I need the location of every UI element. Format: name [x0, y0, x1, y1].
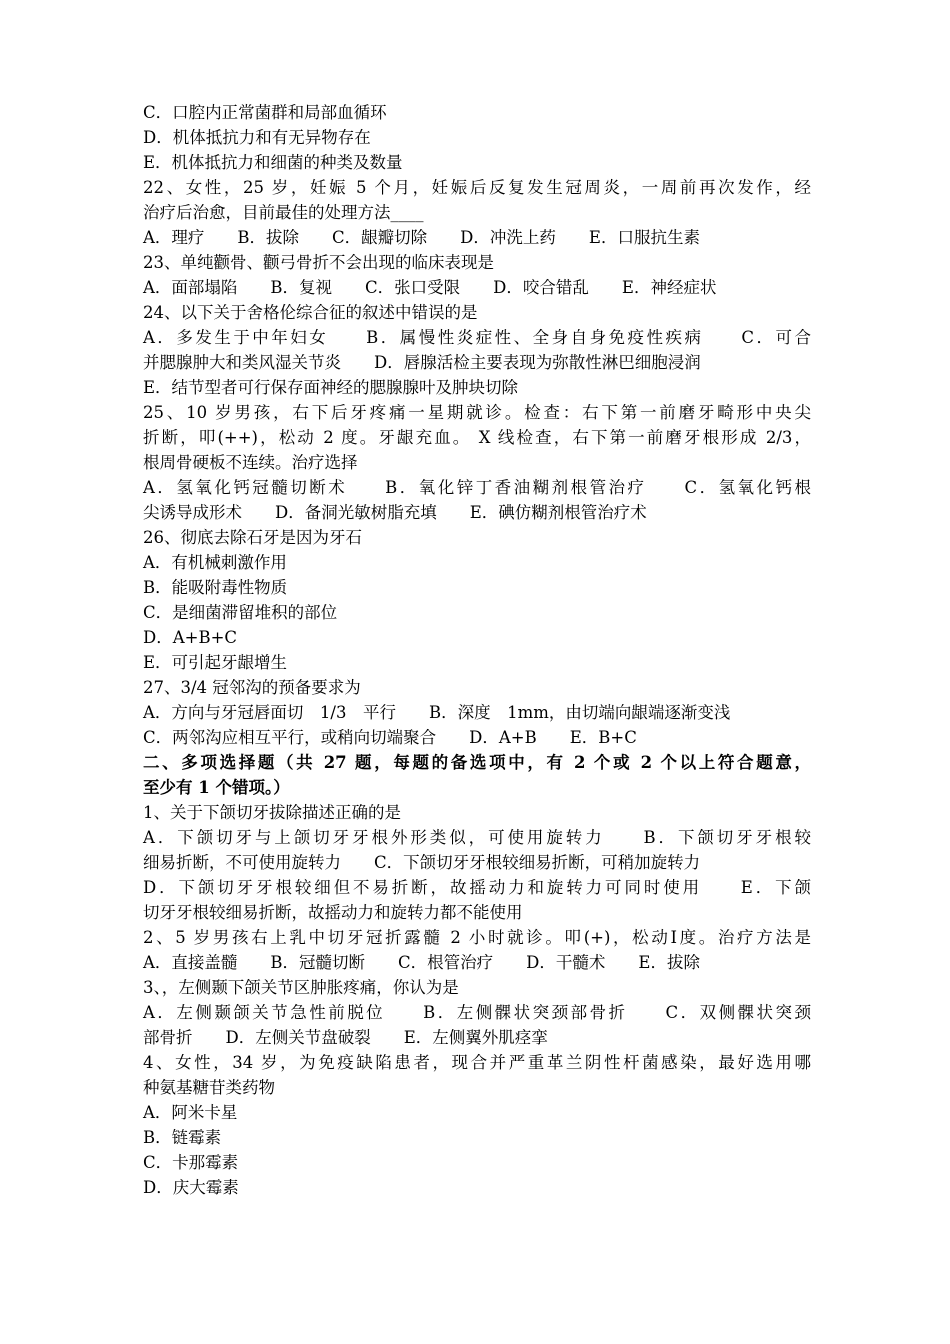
text-line: C．口腔内正常菌群和局部血循环: [143, 103, 387, 122]
text-line: 1、关于下颌切牙拔除描述正确的是: [143, 803, 401, 822]
text-line: 部骨折 D．左侧关节盘破裂 E．左侧翼外肌痉挛: [143, 1028, 548, 1047]
text-line: 4、女性，34 岁，为免疫缺陷患者，现合并严重革兰阴性杆菌感染，最好选用哪: [143, 1053, 811, 1072]
text-line: 至少有 1 个错项。）: [143, 778, 290, 797]
text-line: 并腮腺肿大和类风湿关节炎 D．唇腺活检主要表现为弥散性淋巴细胞浸润: [143, 353, 701, 372]
text-line: 根周骨硬板不连续。治疗选择: [143, 453, 358, 472]
text-line: D．机体抵抗力和有无异物存在: [143, 128, 371, 147]
text-line: 细易折断，不可使用旋转力 C．下颌切牙牙根较细易折断，可稍加旋转力: [143, 853, 701, 872]
text-line: 切牙牙根较细易折断，故摇动力和旋转力都不能使用: [143, 903, 523, 922]
text-line: 27、3/4 冠邻沟的预备要求为: [143, 678, 361, 697]
text-line: B．能吸附毒性物质: [143, 578, 288, 597]
text-line: 22、女性，25 岁，妊娠 5 个月，妊娠后反复发生冠周炎，一周前再次发作，经: [143, 178, 811, 197]
text-line: 二、多项选择题（共 27 题，每题的备选项中，有 2 个或 2 个以上符合题意，: [143, 753, 811, 772]
text-line: 种氨基糖苷类药物: [143, 1078, 275, 1097]
text-line: A．方向与牙冠唇面切 1/3 平行 B．深度 1mm，由切端向龈端逐渐变浅: [143, 703, 731, 722]
text-line: 治疗后治愈，目前最佳的处理方法____: [143, 203, 424, 222]
text-line: C．卡那霉素: [143, 1153, 239, 1172]
text-line: 26、彻底去除石牙是因为牙石: [143, 528, 362, 547]
text-line: 25、10 岁男孩，右下后牙疼痛一星期就诊。检查：右下第一前磨牙畸形中央尖: [143, 403, 811, 422]
text-line: 尖诱导成形术 D．备洞光敏树脂充填 E．碘仿糊剂根管治疗术: [143, 503, 647, 522]
text-line: C．两邻沟应相互平行，或稍向切端聚合 D．A+B E．B+C: [143, 728, 637, 747]
text-line: A．左侧颞颌关节急性前脱位 B．左侧髁状突颈部骨折 C．双侧髁状突颈: [143, 1003, 811, 1022]
text-line: A．阿米卡星: [143, 1103, 238, 1122]
text-line: A．有机械刺激作用: [143, 553, 287, 572]
text-line: A．面部塌陷 B．复视 C．张口受限 D．咬合错乱 E．神经症状: [143, 278, 717, 297]
text-line: A．理疗 B．拔除 C．龈瓣切除 D．冲洗上药 E．口服抗生素: [143, 228, 700, 247]
text-line: D．下颌切牙牙根较细但不易折断，故摇动力和旋转力可同时使用 E．下颌: [143, 878, 811, 897]
text-line: 折断，叩(++)，松动 2 度。牙龈充血。 X 线检查，右下第一前磨牙根形成 2/3，: [143, 428, 811, 447]
text-line: E．结节型者可行保存面神经的腮腺腺叶及肿块切除: [143, 378, 519, 397]
text-line: A．直接盖髓 B．冠髓切断 C．根管治疗 D．干髓术 E．拔除: [143, 953, 700, 972]
text-line: 3、，左侧颞下颌关节区肿胀疼痛，你认为是: [143, 978, 459, 997]
text-line: 23、单纯颧骨、颧弓骨折不会出现的临床表现是: [143, 253, 494, 272]
text-line: D．A+B+C: [143, 628, 238, 647]
text-line: A．下颌切牙与上颌切牙牙根外形类似，可使用旋转力 B．下颌切牙牙根较: [143, 828, 811, 847]
text-line: 24、以下关于舍格伦综合征的叙述中错误的是: [143, 303, 478, 322]
text-line: B．链霉素: [143, 1128, 222, 1147]
text-line: A．多发生于中年妇女 B．属慢性炎症性、全身自身免疫性疾病 C．可合: [143, 328, 811, 347]
document-page: [143, 100, 811, 1200]
text-line: C．是细菌滞留堆积的部位: [143, 603, 338, 622]
text-line: E．可引起牙龈增生: [143, 653, 288, 672]
text-line: D．庆大霉素: [143, 1178, 239, 1197]
text-line: 2、5 岁男孩右上乳中切牙冠折露髓 2 小时就诊。叩(+)，松动Ⅰ度。治疗方法是: [143, 928, 811, 947]
text-line: A．氢氧化钙冠髓切断术 B．氧化锌丁香油糊剂根管治疗 C．氢氧化钙根: [143, 478, 811, 497]
text-line: E．机体抵抗力和细菌的种类及数量: [143, 153, 403, 172]
